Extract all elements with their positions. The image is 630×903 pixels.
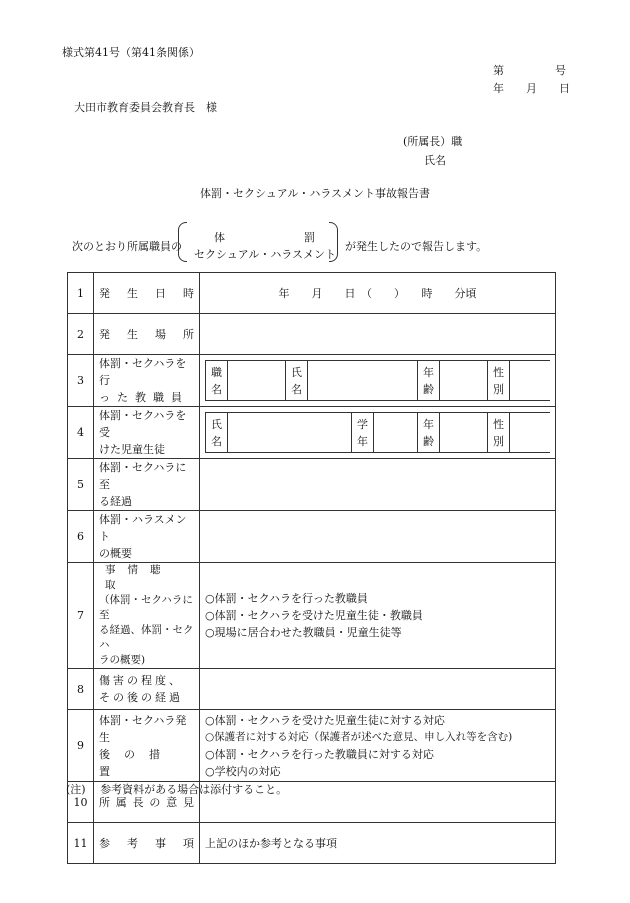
list-item: ○体罰・セクハラを受けた児童生徒・教職員 <box>205 609 423 622</box>
field-label-age: 年 齢 <box>418 413 440 453</box>
sender-role: (所属長）職 <box>403 135 463 148</box>
field-label-age: 年 齢 <box>418 361 440 401</box>
doc-date <box>493 80 570 96</box>
row-number: 7 <box>68 563 94 669</box>
document-title: 体罰・セクシュアル・ハラスメント事故報告書 <box>199 187 430 200</box>
list-item: ○保護者に対する対応（保護者が述べた意見、申し入れ等を含む) <box>205 730 513 743</box>
row-label: 所属長の意見 <box>94 782 200 823</box>
student-info-cell <box>200 407 556 459</box>
addressee: 大田市教育委員会教育長 様 <box>74 101 217 114</box>
form-number: 様式第41号（第41条関係） <box>62 46 200 59</box>
field-label-gender: 性 別 <box>488 361 510 401</box>
field-label-grade: 学 年 <box>352 413 374 453</box>
age-input[interactable] <box>440 413 488 453</box>
doc-number-suffix: 号 <box>555 64 566 77</box>
sender-name-label: 氏名 <box>424 154 446 167</box>
table-row <box>68 355 556 407</box>
row-label <box>94 511 200 563</box>
field-label-name: 氏 名 <box>286 361 308 401</box>
row-label-line: （体罰・セクハラに至 <box>99 594 193 621</box>
row-label <box>94 355 200 407</box>
datetime-field[interactable]: 年 月 日 （ ） 時 分頃 <box>200 273 556 314</box>
row-label-line: ラの概要) <box>99 654 146 666</box>
row-label: 発生日時 <box>94 273 200 314</box>
table-row <box>68 273 556 314</box>
date-year: 年 <box>493 82 504 95</box>
row-label-line: の概要 <box>99 547 132 560</box>
summary-field[interactable] <box>200 511 556 563</box>
date-day: 日 <box>559 82 570 95</box>
row-label-line: けた児童生徒 <box>99 443 165 456</box>
table-row <box>68 407 556 459</box>
list-item: ○体罰・セクハラを行った教職員に対する対応 <box>205 747 434 761</box>
row-label <box>94 563 200 669</box>
left-bracket <box>178 222 187 262</box>
row-number: 4 <box>68 407 94 459</box>
background-field[interactable] <box>200 459 556 511</box>
list-item: ○現場に居合わせた教職員・児童生徒等 <box>205 626 402 639</box>
reference-field[interactable]: 上記のほか参考となる事項 <box>200 823 556 864</box>
age-input[interactable] <box>440 361 488 401</box>
row-label: 発生場所 <box>94 314 200 355</box>
option-harassment: セクシュアル・ハラスメント <box>194 248 337 261</box>
table-row <box>68 669 556 710</box>
list-item: ○学校内の対応 <box>205 764 281 778</box>
gender-input[interactable] <box>510 413 551 453</box>
row-label-line: 体罰・セクハラ発生 <box>99 713 187 744</box>
name-input[interactable] <box>228 413 352 453</box>
row-number: 2 <box>68 314 94 355</box>
row-number: 11 <box>68 823 94 864</box>
place-field[interactable] <box>200 314 556 355</box>
row-label-line: 体罰・セクハラを受 <box>99 409 187 439</box>
row-number: 6 <box>68 511 94 563</box>
row-number: 8 <box>68 669 94 710</box>
field-label-position: 職 名 <box>206 361 228 401</box>
position-input[interactable] <box>228 361 286 401</box>
intro-text-pre: 次のとおり所属職員の <box>72 240 182 253</box>
row-label <box>94 669 200 710</box>
list-item: ○体罰・セクハラを行った教職員 <box>205 592 368 605</box>
injury-field[interactable] <box>200 669 556 710</box>
row-label: 参考事項 <box>94 823 200 864</box>
date-month: 月 <box>526 82 537 95</box>
report-table <box>67 272 556 864</box>
row-label <box>94 459 200 511</box>
row-label-line: った教職員 <box>99 391 189 404</box>
incident-type-bracket <box>178 222 338 262</box>
option-corporal-1: 体 <box>214 231 225 244</box>
doc-number-prefix: 第 <box>493 64 504 77</box>
row-number: 10 <box>68 782 94 823</box>
measures-field[interactable] <box>200 710 556 782</box>
name-input[interactable] <box>308 361 418 401</box>
table-row <box>68 314 556 355</box>
intro-text-post: が発生したので報告します。 <box>345 240 488 253</box>
row-label-line: 後の措置 <box>99 747 174 778</box>
row-number: 9 <box>68 710 94 782</box>
row-label-line: 体罰・セクハラに至 <box>99 461 187 491</box>
row-label <box>94 407 200 459</box>
list-item: ○体罰・セクハラを受けた児童生徒に対する対応 <box>205 713 445 727</box>
option-corporal-2: 罰 <box>304 231 315 244</box>
staff-info-cell <box>200 355 556 407</box>
table-row <box>68 710 556 782</box>
field-label-name: 氏 名 <box>206 413 228 453</box>
row-number: 3 <box>68 355 94 407</box>
table-row <box>68 823 556 864</box>
row-label-line: 傷害の程度、 <box>99 674 183 687</box>
row-label-line: 体罰・ハラスメント <box>99 513 187 543</box>
row-label-line: る経過 <box>99 495 132 508</box>
hearing-field[interactable] <box>200 563 556 669</box>
row-label-line: る経過、体罰・セクハ <box>99 624 194 651</box>
table-row <box>68 511 556 563</box>
footnote: (注) 参考資料がある場合は添付すること。 <box>66 783 288 796</box>
field-label-gender: 性 別 <box>488 413 510 453</box>
row-label-line: 事情聴取 <box>105 564 173 591</box>
row-number: 5 <box>68 459 94 511</box>
table-row <box>68 563 556 669</box>
row-label-line: その後の経過 <box>99 691 183 704</box>
row-label-line: 体罰・セクハラを行 <box>99 357 187 387</box>
row-number: 1 <box>68 273 94 314</box>
table-row <box>68 459 556 511</box>
row-label <box>94 710 200 782</box>
grade-input[interactable] <box>374 413 418 453</box>
gender-input[interactable] <box>510 361 551 401</box>
